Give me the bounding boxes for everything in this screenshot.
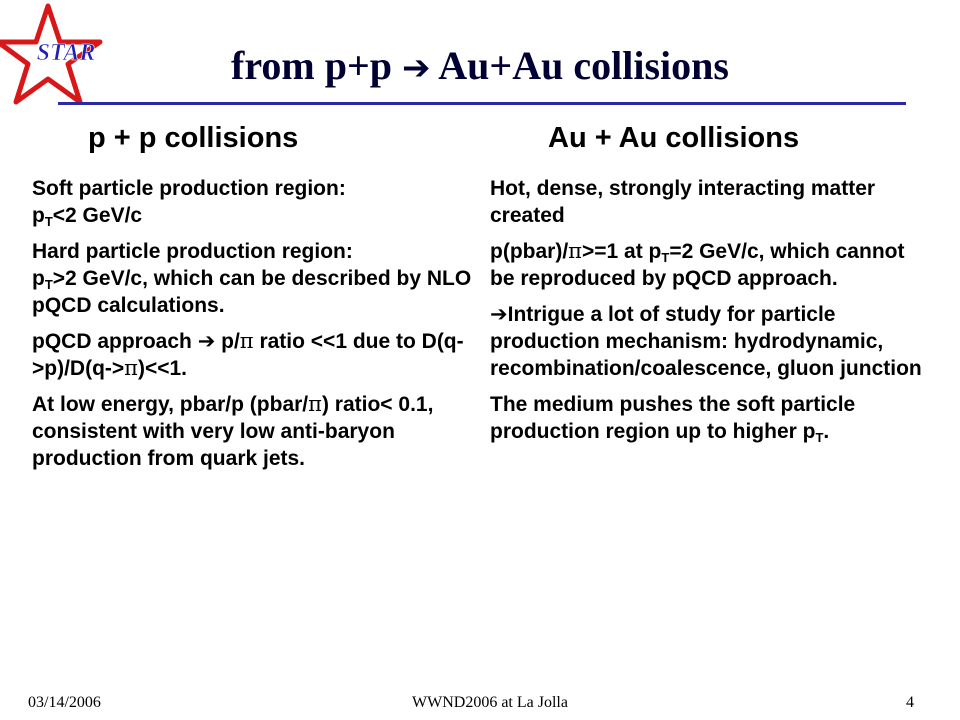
left-paragraph-2: Hard particle production region: $p_T>2$ GeV/c, which can be described by NLO pQCD calculations. (32, 240, 472, 317)
left-paragraph-4: At low energy, pbar/p (pbar/π) ratio< 0.1, consistent with very low anti-baryon production from quark jets. (32, 392, 434, 470)
right-arrow-icon: ➔ (402, 48, 431, 88)
right-arrow-icon: ➔ (490, 302, 508, 326)
right-column-heading: Au + Au collisions (548, 122, 800, 154)
title-underline (58, 102, 906, 105)
right-paragraph-4: The medium pushes the soft particle production region up to higher $p_T$. (490, 393, 856, 445)
left-paragraph-1: Soft particle production region: $p_T<2$ GeV/c (32, 177, 346, 229)
right-paragraph-3: ➔Intrigue a lot of study for particle production mechanism: hydrodynamic, recombination/coalescence, gluon junction (490, 302, 922, 380)
left-column (32, 175, 472, 481)
left-paragraph-3: pQCD approach ➔ p/π ratio <<1 due to D(q->p)/D(q->π)<<1. (32, 329, 464, 380)
footer-event: WWND2006 at La Jolla (412, 694, 568, 711)
right-paragraph-1: Hot, dense, strongly interacting matter created (490, 177, 876, 227)
footer-date: 03/14/2006 (28, 694, 101, 711)
logo-text: STAR (36, 40, 96, 66)
title-right: Au+Au collisions (438, 43, 729, 88)
right-paragraph-2: p(pbar)/π>=1 at $p_T=2$ GeV/c, which cannot be reproduced by pQCD approach. (490, 239, 905, 290)
footer-page-number: 4 (906, 694, 914, 711)
slide-title (130, 42, 830, 89)
right-arrow-icon: ➔ (197, 329, 216, 353)
star-logo (0, 0, 120, 110)
left-column-heading: p + p collisions (88, 122, 299, 154)
title-left: from p+p (231, 43, 392, 88)
right-column (490, 175, 930, 454)
